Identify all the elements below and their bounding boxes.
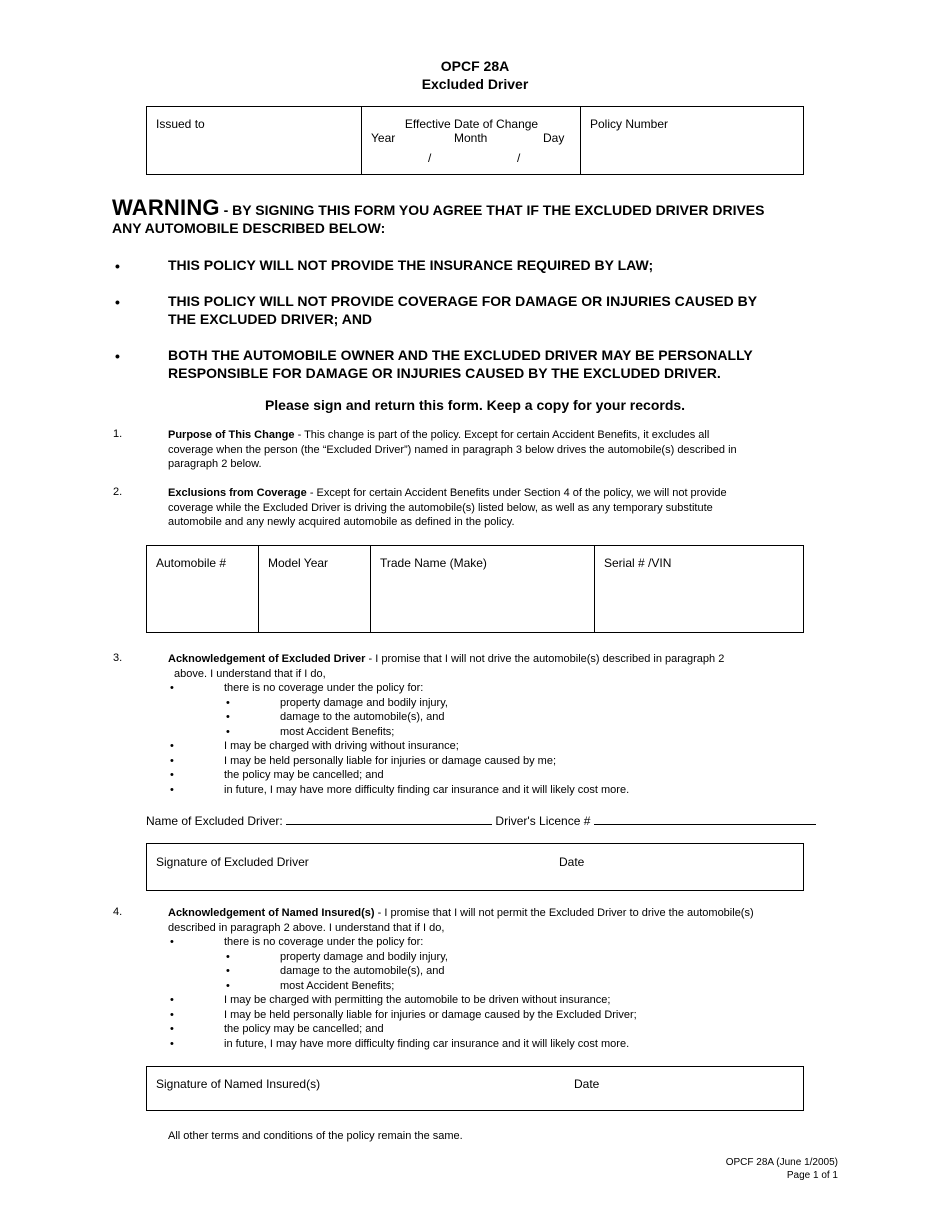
section-3-heading: Acknowledgement of Excluded Driver <box>168 653 366 665</box>
section-3-sub-2: damage to the automobile(s), and <box>280 711 445 723</box>
section-3-sub-1: property damage and bodily injury, <box>280 696 448 709</box>
section-4-sub-3: most Accident Benefits; <box>280 979 395 992</box>
section-4-bullets: • there is no coverage under the policy for: • property damage and bodily injury, • damage to the automobile(s), and • most Accident Benefits; • I may be charged with permitting the automobile to be driven without insurance; • I may be held personally liable for injuries or damage caused by the Excluded Driver; • the policy may be cancelled; and • in future, I may have more difficulty finding car insurance and it will likely cost more. <box>170 936 637 1050</box>
drivers-licence-input[interactable] <box>594 813 816 825</box>
excluded-driver-name-label: Name of Excluded Driver: <box>146 814 283 828</box>
warning-item-3-line-1: BOTH THE AUTOMOBILE OWNER AND THE EXCLUDED DRIVER MAY BE PERSONALLY <box>168 347 753 363</box>
section-4-bullet-3: I may be held personally liable for injuries or damage caused by the Excluded Driver; <box>224 1008 637 1021</box>
model-year-cell[interactable] <box>259 546 371 632</box>
section-3-bullet-4: the policy may be cancelled; and <box>224 769 384 781</box>
warning-bullet-2: • <box>115 294 120 310</box>
warning-item-2-line-1: THIS POLICY WILL NOT PROVIDE COVERAGE FOR DAMAGE OR INJURIES CAUSED BY <box>168 293 758 309</box>
section-3-number: 3. <box>113 652 123 664</box>
policy-number-label: Policy Number <box>590 117 669 131</box>
drivers-licence-label: Driver's Licence # <box>495 814 591 828</box>
footer-page-number: Page 1 of 1 <box>786 1170 838 1181</box>
section-1-line-3: paragraph 2 below. <box>168 458 262 470</box>
month-label: Month <box>454 131 488 145</box>
section-4-sub-1: property damage and bodily injury, <box>280 950 448 963</box>
sign-return-instruction: Please sign and return this form. Keep a copy for your records. <box>264 397 686 413</box>
section-2-line-1: - Except for certain Accident Benefits under Section 4 of the policy, we will not provide <box>306 487 727 499</box>
effective-date-cell[interactable] <box>362 107 581 174</box>
year-label: Year <box>371 131 396 145</box>
section-1-heading: Purpose of This Change <box>168 429 295 441</box>
date-slash-1: / <box>428 151 432 165</box>
warning-word: WARNING <box>112 195 220 220</box>
section-2-line-3: automobile and any newly acquired automobile as defined in the policy. <box>168 516 515 528</box>
warning-bullet-1: • <box>115 258 120 274</box>
excluded-driver-signature-box[interactable] <box>146 843 804 891</box>
automobile-table <box>146 545 804 633</box>
section-1-number: 1. <box>113 428 123 440</box>
section-4-sub-2: damage to the automobile(s), and <box>280 965 445 977</box>
issued-to-cell[interactable] <box>147 107 362 174</box>
footer-form-reference: OPCF 28A (June 1/2005) <box>725 1157 838 1168</box>
section-3-text <box>168 652 828 681</box>
effective-date-label: Effective Date of Change <box>404 117 539 131</box>
excluded-driver-name-input[interactable] <box>286 813 492 825</box>
model-year-label: Model Year <box>268 556 329 570</box>
serial-vin-label: Serial # /VIN <box>604 556 672 570</box>
section-4-line-2: described in paragraph 2 above. I understand that if I do, <box>168 921 445 934</box>
section-3-bullets: • there is no coverage under the policy for: • property damage and bodily injury, • damage to the automobile(s), and • most Accident Benefits; • I may be charged with driving without insurance; • I may be held personally liable for injuries or damage caused by me; • the policy may be cancelled; and • in future, I may have more difficulty finding car insurance and it will likely cost more. <box>170 682 630 796</box>
section-1-text <box>168 428 828 472</box>
warning-item-1: THIS POLICY WILL NOT PROVIDE THE INSURANCE REQUIRED BY LAW; <box>168 257 654 273</box>
section-4-bullet-2: I may be charged with permitting the automobile to be driven without insurance; <box>224 994 611 1006</box>
section-3-bullet-5: in future, I may have more difficulty finding car insurance and it will likely cost more. <box>224 783 630 796</box>
section-1-line-2: coverage when the person (the “Excluded Driver”) named in paragraph 3 below drives the automobile(s) described in <box>168 443 737 456</box>
issued-to-label: Issued to <box>156 117 205 131</box>
day-label: Day <box>543 131 565 145</box>
warning-heading <box>112 195 764 221</box>
section-3-line-1: - I promise that I will not drive the automobile(s) described in paragraph 2 <box>365 653 725 665</box>
warning-item-2-line-2: THE EXCLUDED DRIVER; AND <box>168 311 373 327</box>
section-3-line-2: above. I understand that if I do, <box>174 667 326 680</box>
section-4-bullet-4: the policy may be cancelled; and <box>224 1023 384 1035</box>
serial-vin-cell[interactable] <box>595 546 805 632</box>
section-2-text <box>168 486 828 530</box>
named-insured-signature-box[interactable] <box>146 1066 804 1111</box>
excluded-driver-signature-label: Signature of Excluded Driver <box>156 855 309 869</box>
section-1-line-1: - This change is part of the policy. Except for certain Accident Benefits, it excludes all <box>294 429 710 441</box>
section-2-heading: Exclusions from Coverage <box>168 487 307 499</box>
section-2-line-2: coverage while the Excluded Driver is driving the automobile(s) listed below, as well as any temporary substitute <box>168 501 713 514</box>
section-3-bullet-2: I may be charged with driving without insurance; <box>224 740 459 752</box>
section-4-line-1: - I promise that I will not permit the Excluded Driver to drive the automobile(s) <box>374 907 754 919</box>
closing-statement: All other terms and conditions of the policy remain the same. <box>168 1130 463 1142</box>
section-4-bullet-1: there is no coverage under the policy for: <box>224 936 424 948</box>
section-4-bullet-5: in future, I may have more difficulty finding car insurance and it will likely cost more. <box>224 1037 630 1050</box>
section-3-sub-3: most Accident Benefits; <box>280 725 395 738</box>
policy-number-cell[interactable] <box>581 107 805 174</box>
trade-name-label: Trade Name (Make) <box>380 556 487 570</box>
warning-bullet-3: • <box>115 348 120 364</box>
automobile-number-cell[interactable] <box>147 546 259 632</box>
form-title: Excluded Driver <box>421 76 529 92</box>
warning-line-1: - BY SIGNING THIS FORM YOU AGREE THAT IF THE EXCLUDED DRIVER DRIVES <box>219 202 765 218</box>
date-slash-2: / <box>517 151 521 165</box>
excluded-driver-date-label: Date <box>559 855 585 869</box>
section-4-number: 4. <box>113 906 123 918</box>
section-4-text <box>168 906 838 935</box>
named-insured-signature-label: Signature of Named Insured(s) <box>156 1077 321 1091</box>
section-2-number: 2. <box>113 486 123 498</box>
named-insured-date-label: Date <box>574 1077 600 1091</box>
automobile-number-label: Automobile # <box>156 556 227 570</box>
warning-item-3-line-2: RESPONSIBLE FOR DAMAGE OR INJURIES CAUSED BY THE EXCLUDED DRIVER. <box>168 365 721 381</box>
policy-info-table <box>146 106 804 175</box>
warning-line-2: ANY AUTOMOBILE DESCRIBED BELOW: <box>112 220 386 236</box>
form-code: OPCF 28A <box>440 58 510 74</box>
section-3-bullet-3: I may be held personally liable for injuries or damage caused by me; <box>224 754 557 767</box>
trade-name-cell[interactable] <box>371 546 595 632</box>
section-4-heading: Acknowledgement of Named Insured(s) <box>168 907 375 919</box>
section-3-bullet-1: there is no coverage under the policy for: <box>224 682 424 694</box>
driver-info-row <box>146 813 816 828</box>
